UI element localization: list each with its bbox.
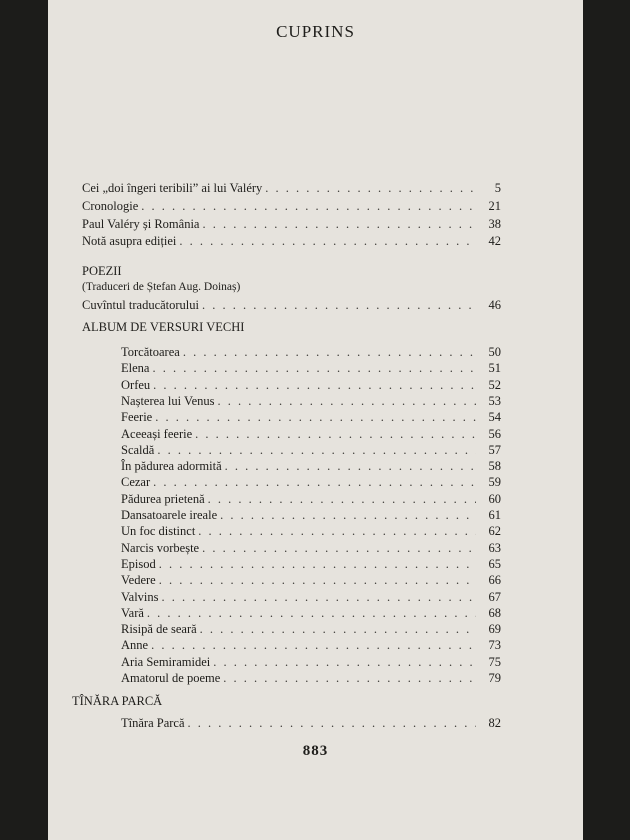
- toc-entry-title: Cei „doi îngeri teribili” ai lui Valéry: [82, 181, 263, 195]
- toc-entry-title: Risipă de seară: [121, 622, 197, 636]
- toc-entry: [121, 360, 501, 376]
- toc-entry-page: 59: [488, 475, 501, 489]
- book-page: [48, 0, 583, 840]
- toc-entry-page: 51: [488, 361, 501, 375]
- toc-entry-page: 66: [488, 573, 501, 587]
- toc-entry-page: 68: [488, 606, 501, 620]
- toc-entry: [121, 442, 501, 458]
- toc-entry-title: Episod: [121, 557, 156, 571]
- toc-entry-title: Valvins: [121, 590, 159, 604]
- toc-entry: [121, 670, 501, 686]
- section-heading-poezii: POEZII: [82, 264, 122, 278]
- toc-entry-title: Un foc distinct: [121, 524, 196, 538]
- toc-entry-title: Amatorul de poeme: [121, 671, 221, 685]
- toc-entry-title: Notă asupra ediției: [82, 234, 177, 248]
- toc-entry-page: 82: [488, 716, 501, 730]
- toc-entry-page: 60: [488, 492, 501, 506]
- toc-entry: [121, 540, 501, 556]
- toc-entry-title: Orfeu: [121, 378, 151, 392]
- toc-entry-title: Vară: [121, 606, 144, 620]
- toc-entry: [121, 409, 501, 425]
- toc-entry: [82, 297, 501, 313]
- toc-entry-page: 58: [488, 459, 501, 473]
- section-heading-parca: TÎNĂRA PARCĂ: [72, 694, 163, 708]
- toc-entry: [82, 216, 501, 232]
- toc-entry-page: 63: [488, 541, 501, 555]
- toc-entry: [121, 393, 501, 409]
- toc-entry: [82, 233, 501, 249]
- toc-entry-page: 46: [488, 298, 501, 312]
- toc-entry-title: Pădurea prietenă: [121, 492, 205, 506]
- page-title: CUPRINS: [276, 22, 355, 41]
- toc-entry-page: 56: [488, 427, 501, 441]
- toc-entry-title: Anne: [121, 638, 149, 652]
- toc-entry: [121, 474, 501, 490]
- toc-entry-title: Vedere: [121, 573, 156, 587]
- toc-entry-page: 61: [488, 508, 501, 522]
- toc-entry-page: 65: [488, 557, 501, 571]
- toc-entry-page: 21: [488, 199, 501, 213]
- toc-entry-page: 38: [488, 217, 501, 231]
- toc-entry-title: Narcis vorbește: [121, 541, 200, 555]
- toc-entry: [121, 605, 501, 621]
- toc-entry: [121, 523, 501, 539]
- toc-entry: [82, 198, 501, 214]
- toc-entry-page: 5: [494, 181, 501, 195]
- toc-entry-page: 50: [488, 345, 501, 359]
- toc-entry-title: Cuvîntul traducătorului: [82, 298, 199, 312]
- toc-entry-page: 73: [488, 638, 501, 652]
- toc-entry: [121, 344, 501, 360]
- toc-entry: [121, 377, 501, 393]
- toc-entry: [121, 637, 501, 653]
- toc-entry: [121, 572, 501, 588]
- toc-entry-page: 75: [488, 655, 501, 669]
- toc-entry-title: Tînăra Parcă: [121, 716, 185, 730]
- toc-entry-title: Cezar: [121, 475, 151, 489]
- toc-entry-title: Aria Semiramidei: [121, 655, 211, 669]
- toc-entry: [82, 180, 501, 196]
- toc-entry-title: Nașterea lui Venus: [121, 394, 215, 408]
- toc-entry-title: Dansatoarele ireale: [121, 508, 218, 522]
- page-number: 883: [302, 743, 329, 759]
- toc-entry: [121, 589, 501, 605]
- toc-entry-page: 42: [488, 234, 501, 248]
- toc-entry-title: Torcătoarea: [121, 345, 180, 359]
- toc-entry: [121, 458, 501, 474]
- toc-entry-title: Cronologie: [82, 199, 139, 213]
- toc-entry: [121, 621, 501, 637]
- section-heading-album: ALBUM DE VERSURI VECHI: [82, 320, 245, 334]
- toc-entry: [121, 426, 501, 442]
- table-of-contents: [48, 0, 583, 840]
- toc-entry: [121, 507, 501, 523]
- toc-entry-page: 53: [488, 394, 501, 408]
- toc-entry-title: Scaldă: [121, 443, 155, 457]
- toc-entry-title: Aceeași feerie: [121, 427, 193, 441]
- toc-entry-title: Elena: [121, 361, 150, 375]
- toc-entry-title: În pădurea adormită: [121, 459, 222, 473]
- toc-entry-page: 62: [488, 524, 501, 538]
- toc-entry-title: Feerie: [121, 410, 153, 424]
- toc-entry-page: 67: [488, 590, 501, 604]
- toc-entry-page: 69: [488, 622, 501, 636]
- toc-entry-page: 52: [488, 378, 501, 392]
- toc-entry-title: Paul Valéry și România: [82, 217, 200, 231]
- toc-entry: [121, 556, 501, 572]
- toc-entry-page: 54: [488, 410, 501, 424]
- translators-note: (Traduceri de Ștefan Aug. Doinaș): [82, 281, 241, 293]
- toc-entry: [121, 654, 501, 670]
- toc-entry-page: 79: [488, 671, 501, 685]
- toc-entry: [121, 715, 501, 731]
- toc-entry: [121, 491, 501, 507]
- toc-entry-page: 57: [488, 443, 501, 457]
